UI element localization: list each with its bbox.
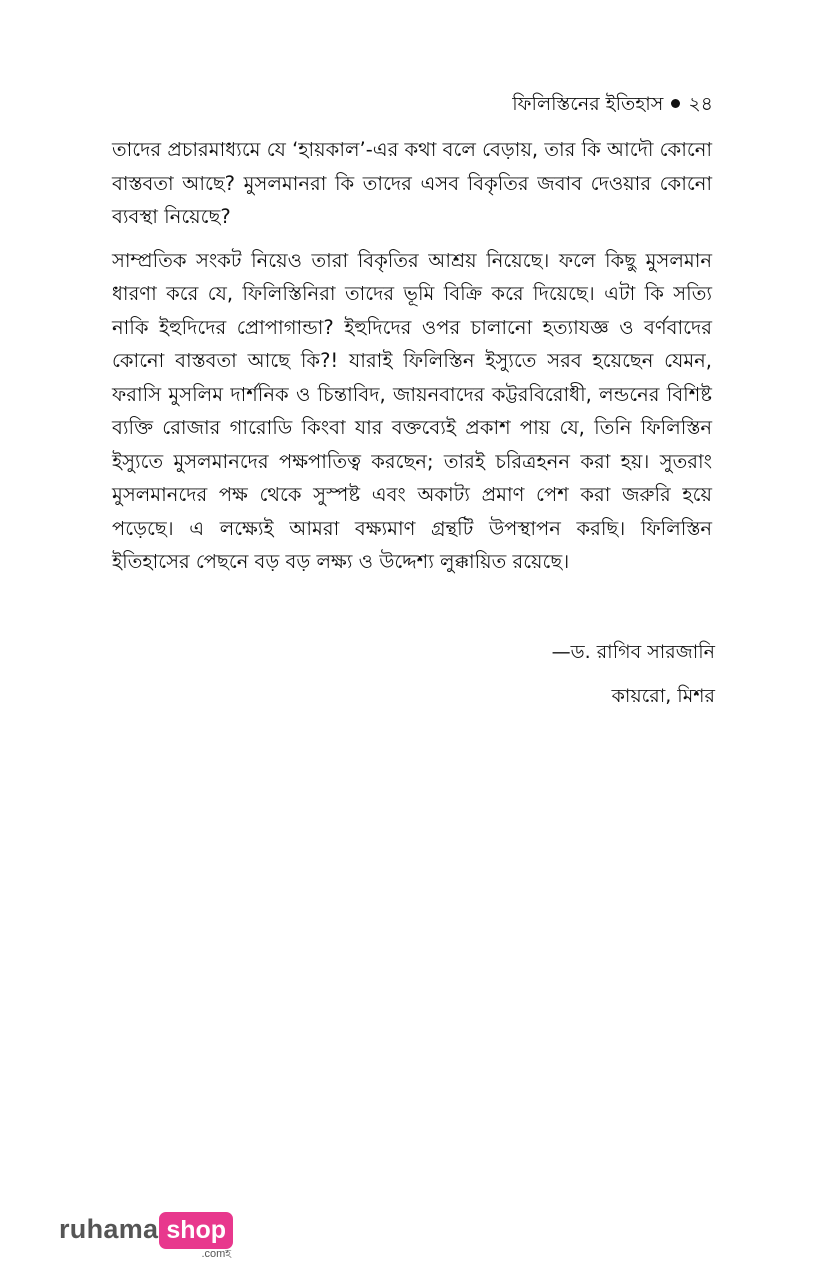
- paragraph: তাদের প্রচারমাধ্যমে যে ‘হায়কাল’-এর কথা বলে বেড়ায়, তার কি আদৌ কোনো বাস্তবতা আছে? মুসলমানরা কি তাদের এসব বিকৃতির জবাব দেওয়ার কোনো ব্যবস্থা নিয়েছে?: [112, 138, 712, 228]
- ruhama-shop-logo: [59, 1212, 233, 1260]
- logo-shop-badge: [159, 1212, 233, 1260]
- running-title: ফিলিস্তিনের ইতিহাস: [512, 93, 664, 115]
- logo-domain: .comহ: [201, 1248, 232, 1260]
- logo-wordmark: ruhama: [59, 1214, 159, 1244]
- paragraph: সাম্প্রতিক সংকট নিয়েও তারা বিকৃতির আশ্রয় নিয়েছে। ফলে কিছু মুসলমান ধারণা করে যে, ফিলিস্তিনিরা তাদের ভূমি বিক্রি করে দিয়েছে। এটা কি সত্যি নাকি ইহুদিদের প্রোপাগান্ডা? ইহুদিদের ওপর চালানো হত্যাযজ্ঞ ও বর্ণবাদের কোনো বাস্তবতা আছে কি?! যারাই ফিলিস্তিন ইস্যুতে সরব হয়েছেন যেমন, ফরাসি মুসলিম দার্শনিক ও চিন্তাবিদ, জায়নবাদের কট্টরবিরোধী, লন্ডনের বিশিষ্ট ব্যক্তি রোজার গারোডি কিংবা যার বক্তব্যেই প্রকাশ পায় যে, তিনি ফিলিস্তিন ইস্যুতে মুসলমানদের পক্ষপাতিত্ব করছেন; তারই চরিত্রহনন করা হয়। সুতরাং মুসলমানদের পক্ষ থেকে সুস্পষ্ট এবং অকাট্য প্রমাণ পেশ করা জরুরি হয়ে পড়েছে। এ লক্ষ্যেই আমরা বক্ষ্যমাণ গ্রন্থটি উপস্থাপন করছি। ফিলিস্তিন ইতিহাসের পেছনে বড় বড় লক্ষ্য ও উদ্দেশ্য লুক্কায়িত রয়েছে।: [112, 248, 712, 573]
- author-name: —ড. রাগিব সারজানি: [551, 641, 715, 663]
- bullet-dot-icon: [671, 99, 680, 108]
- logo-shop-text: shop: [159, 1212, 233, 1249]
- page-number: ২৪: [688, 93, 713, 115]
- signature-block: [552, 630, 715, 718]
- running-header: [512, 88, 713, 120]
- body-text: [112, 133, 712, 589]
- author-place: কায়রো, মিশর: [611, 685, 715, 707]
